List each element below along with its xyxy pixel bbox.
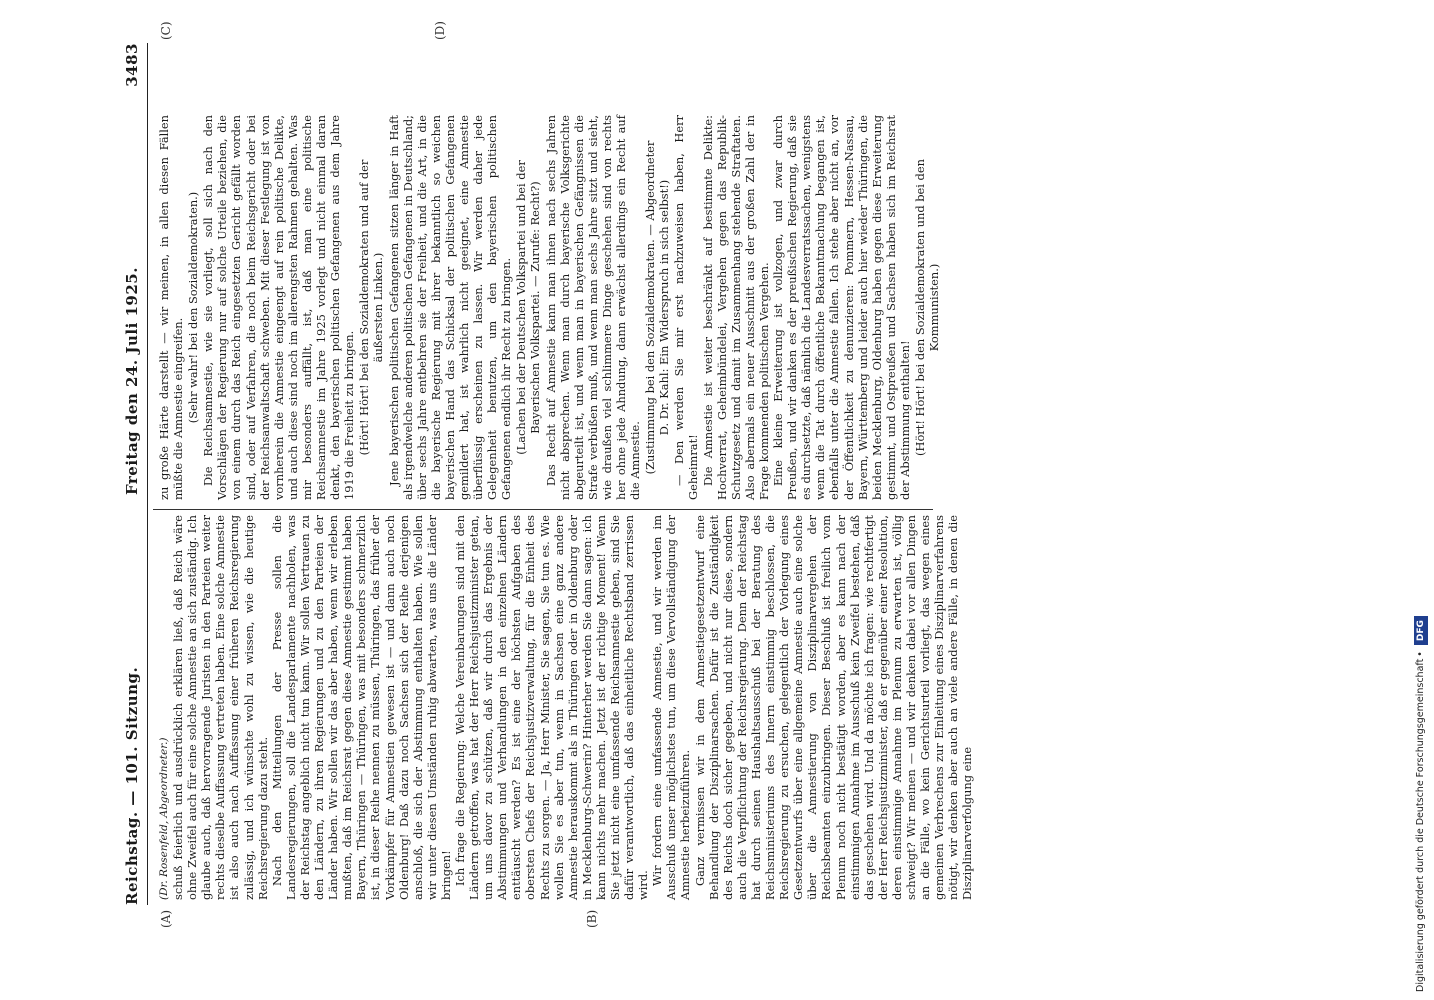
interjection: (Hört! Hört! bei den Sozialdemokraten und bei den Kommunisten.) bbox=[912, 159, 942, 456]
rotated-page bbox=[35, 0, 1430, 1000]
dfg-logo: DFG bbox=[1414, 616, 1428, 645]
page-header bbox=[123, 43, 149, 905]
credit-text: Digitalisierung gefördert durch die Deutsche Forschungsgemeinschaft bbox=[1415, 658, 1426, 992]
margin-marker-a: (A) bbox=[159, 909, 173, 928]
paragraph: zu große Härte darstellt — wir meinen, in allen diesen Fällen müßte die Amnestie eingreifen. bbox=[157, 115, 186, 500]
paragraph: Ich frage die Regierung: Welche Vereinbarungen sind mit den Ländern getroffen, was hat der Herr Reichsjustizminister getan, um uns davor zu schützen, daß wir durch das Ergebnis der Abstimmungen und Verhandlungen in den einzelnen Ländern enttäuscht werden? Es ist eine der höchsten Aufgaben des obersten Chefs der Reichsjustizverwaltung, für die Einheit des Rechts zu sorgen. — Ja, Herr Minister, Sie sagen, Sie tun es. Wie wollen Sie es aber tun, wenn in Sachsen eine ganz andere Amnestie herauskommt als in Thüringen oder in Oldenburg oder in Mecklenburg-Schwerin? Hinterher werden Sie dann sagen: ich kann nichts mehr machen. Jetzt ist der richtige Moment! Wenn Sie jetzt nicht eine umfassende Reichsamnestie geben, sind Sie dafür verantwortlich, daß das einheitliche Rechtsband zerrissen wird. bbox=[452, 515, 651, 900]
column-divider bbox=[153, 509, 933, 510]
margin-marker-b: (B) bbox=[585, 909, 599, 928]
margin-marker-d: (D) bbox=[433, 21, 447, 40]
paragraph: Eine kleine Erweiterung ist vollzogen, und zwar durch Preußen, und wir danken es der preußischen Regierung, daß sie es durchsetzte, daß nämlich die Landesverratssachen, wenigstens wenn die Tat durch öffentliche Bekanntmachung begangen ist, ebenfalls unter die Amnestie fallen. Ich stehe aber nicht an, vor der Öffentlichkeit zu denunzieren: Pommern, Hessen-Nassau, Bayern, Württemberg und leider auch hier wieder Thüringen, die beiden Mecklenburg, Oldenburg haben gegen diese Erweiterung gestimmt, und Ostpreußen und Sachsen haben sich im Reichsrat der Abstimmung enthalten! bbox=[771, 115, 912, 500]
speaker-label: (Dr. Rosenfeld, Abgeordneter.) bbox=[158, 737, 170, 900]
paragraph: schuß feierlich und ausdrücklich erklären ließ, daß Reich wäre ohne Zweifel auch für eine solche Amnestie an sich zuständig. Ich glaube auch, daß hervorragende Juristen in den Parteien weiter rechts dieselbe Auffassung vertreten haben. Eine solche Amnestie ist also auch nach Auffassung einer früheren Reichsregierung zulässig, und ich wünschte wohl zu wissen, wie die heutige Reichsregierung dazu steht. bbox=[171, 515, 270, 900]
text-column-left bbox=[157, 515, 975, 900]
paragraph: — Den werden Sie mir erst nachzuweisen haben, Herr Geheimrat! bbox=[672, 115, 701, 500]
header-rule bbox=[147, 43, 148, 905]
paragraph: Wir fordern eine umfassende Amnestie, und wir werden im Ausschuß unser möglichstes tun, um diese Vervollständigung der Amnestie herbeizuführen. bbox=[650, 515, 693, 900]
paragraph: Die Reichsamnestie, wie sie vorliegt, soll sich nach den Vorschlägen der Regierung nur auf solche Urteile beziehen, die von einem durch das Reich eingesetzten Gericht gefällt worden sind, oder auf Verfahren, die noch beim Reichsgericht oder bei der Reichsanwaltschaft schweben. Mit dieser Festlegung ist von vornherein die Amnestie eingeengt auf rein politische Delikte, und auch diese sind noch im allerengsten Rahmen gehalten. Was mir besonders auffällt, ist, daß man eine politische Reichsamnestie im Jahre 1925 vorlegt und nicht einmal daran denkt, den bayerischen politischen Gefangenen aus dem Jahre 1919 die Freiheit zu bringen. bbox=[201, 115, 357, 500]
header-date: Freitag den 24. Juli 1925. bbox=[123, 267, 141, 495]
paragraph: Nach den Mitteilungen der Presse sollen die Landesregierungen, soll die Landesparlamente nachholen, was der Reichstag angeblich nicht tun kann. Wir sollen Vertrauen zu den Ländern, zu ihren Regierungen und zu den Parteien der Länder haben. Wir sollen wir das aber haben, wenn wir erleben mußten, daß im Reichsrat gegen diese Amnestie gestimmt haben Bayern, Thüringen — Thüringen, was mit besonders schmerzlich ist, in dieser Reihe nennen zu müssen, Thüringen, das früher der Vorkämpfer für Amnestien gewesen ist — und dann auch noch Oldenburg! Daß dazu noch Sachsen sich der Reihe derjenigen anschloß, die sich der Abstimmung enthalten haben. Wie sollen wir unter diesen Umständen ruhig abwarten, was uns die Länder bringen! bbox=[269, 515, 453, 900]
paragraph: Jene bayerischen politischen Gefangenen sitzen länger in Haft als irgendwelche anderen politischen Gefangenen in Deutschland; über sechs Jahre entbehren sie der Freiheit, und die Art, in die die bayerische Regierung mit ihrer bekanntlich so weichen bayerischen Hand das Schicksal der politischen Gefangenen gemildert hat, ist wahrlich nicht geeignet, eine Amnestie überflüssig erscheinen zu lassen. Wir werden daher jede Gelegenheit benutzen, um den bayerischen politischen Gefangenen endlich ihr Recht zu bringen. bbox=[386, 115, 514, 500]
paragraph: Ganz vermissen wir in dem Amnestiegesetzentwurf eine Behandlung der Disziplinarsachen. Dafür ist die Zuständigkeit des Reichs doch sicher gegeben, und nicht nur diese, sondern auch die Verpflichtung der Reichsregierung. Denn der Reichstag hat durch seinen Haushaltsausschuß bei der Beratung des Reichsministeriums des Innern einstimmig beschlossen, die Reichsregierung zu ersuchen, gelegentlich der Vorlegung eines Gesetzentwurfs über eine allgemeine Amnestie auch eine solche über die Amnestierung von Disziplinarvergehen der Reichsbeamten einzubringen. Dieser Beschluß ist freilich vom Plenum noch nicht bestätigt worden, aber es kann nach der einstimmigen Annahme im Ausschuß kein Zweifel bestehen, daß das geschehen wird. Und da möchte ich fragen: wie rechtfertigt der Herr Reichsjustizminister, daß er gegenüber einer Resolution, deren einstimmige Annahme im Plenum zu erwarten ist, völlig schweigt? Wir meinen — und wir denken dabei vor allen Dingen an die Fälle, wo kein Gerichtsurteil vorliegt, das wegen eines gemeinen Verbrechens zur Einleitung eines Disziplinarverfahrens nötigt, wir denken aber auch an viele andere Fälle, in denen die Disziplinarverfolgung eine bbox=[692, 515, 975, 900]
interjection: (Zustimmung bei den Sozialdemokraten. — Abgeordneter D. Dr. Kahl: Ein Widerspruch in sich selbst!) bbox=[643, 140, 672, 475]
text-column-right bbox=[157, 115, 942, 500]
interjection: (Lachen bei der Deutschen Volkspartei und bei der Bayerischen Volkspartei. — Zurufe: Recht?) bbox=[514, 160, 543, 455]
interjection: (Hört! Hört! bei den Sozialdemokraten und auf der äußersten Linken.) bbox=[357, 159, 386, 456]
interjection: (Sehr wahr! bei den Sozialdemokraten.) bbox=[186, 191, 201, 424]
page-number: 3483 bbox=[123, 43, 141, 87]
header-left: Reichstag. — 101. Sitzung. bbox=[123, 666, 141, 905]
digitization-credit: Digitalisierung gefördert durch die Deutsche Forschungsgemeinschaft•DFG bbox=[1412, 8, 1430, 992]
margin-marker-c: (C) bbox=[159, 21, 173, 40]
paragraph: Das Recht auf Amnestie kann man ihnen nach sechs Jahren nicht absprechen. Wenn man durch bayerische Volksgerichte abgeurteilt ist, und wenn man in bayerischen Gefängnissen die Strafe verbüßen muß, und wenn man sechs Jahre sitzt und sieht, wie draußen viel schlimmere Dinge geschehen sind von rechts her ohne jede Ahndung, dann erwächst allerdings ein Recht auf die Amnestie. bbox=[543, 115, 643, 500]
paragraph: Die Amnestie ist weiter beschränkt auf bestimmte Delikte: Hochverrat, Geheimbündelei, Vergehen gegen das Republik-Schutzgesetz und damit im Zusammenhang stehende Straftaten. Also abermals ein neuer Ausschnitt aus der großen Zahl der in Frage kommenden politischen Vergehen. bbox=[700, 115, 771, 500]
